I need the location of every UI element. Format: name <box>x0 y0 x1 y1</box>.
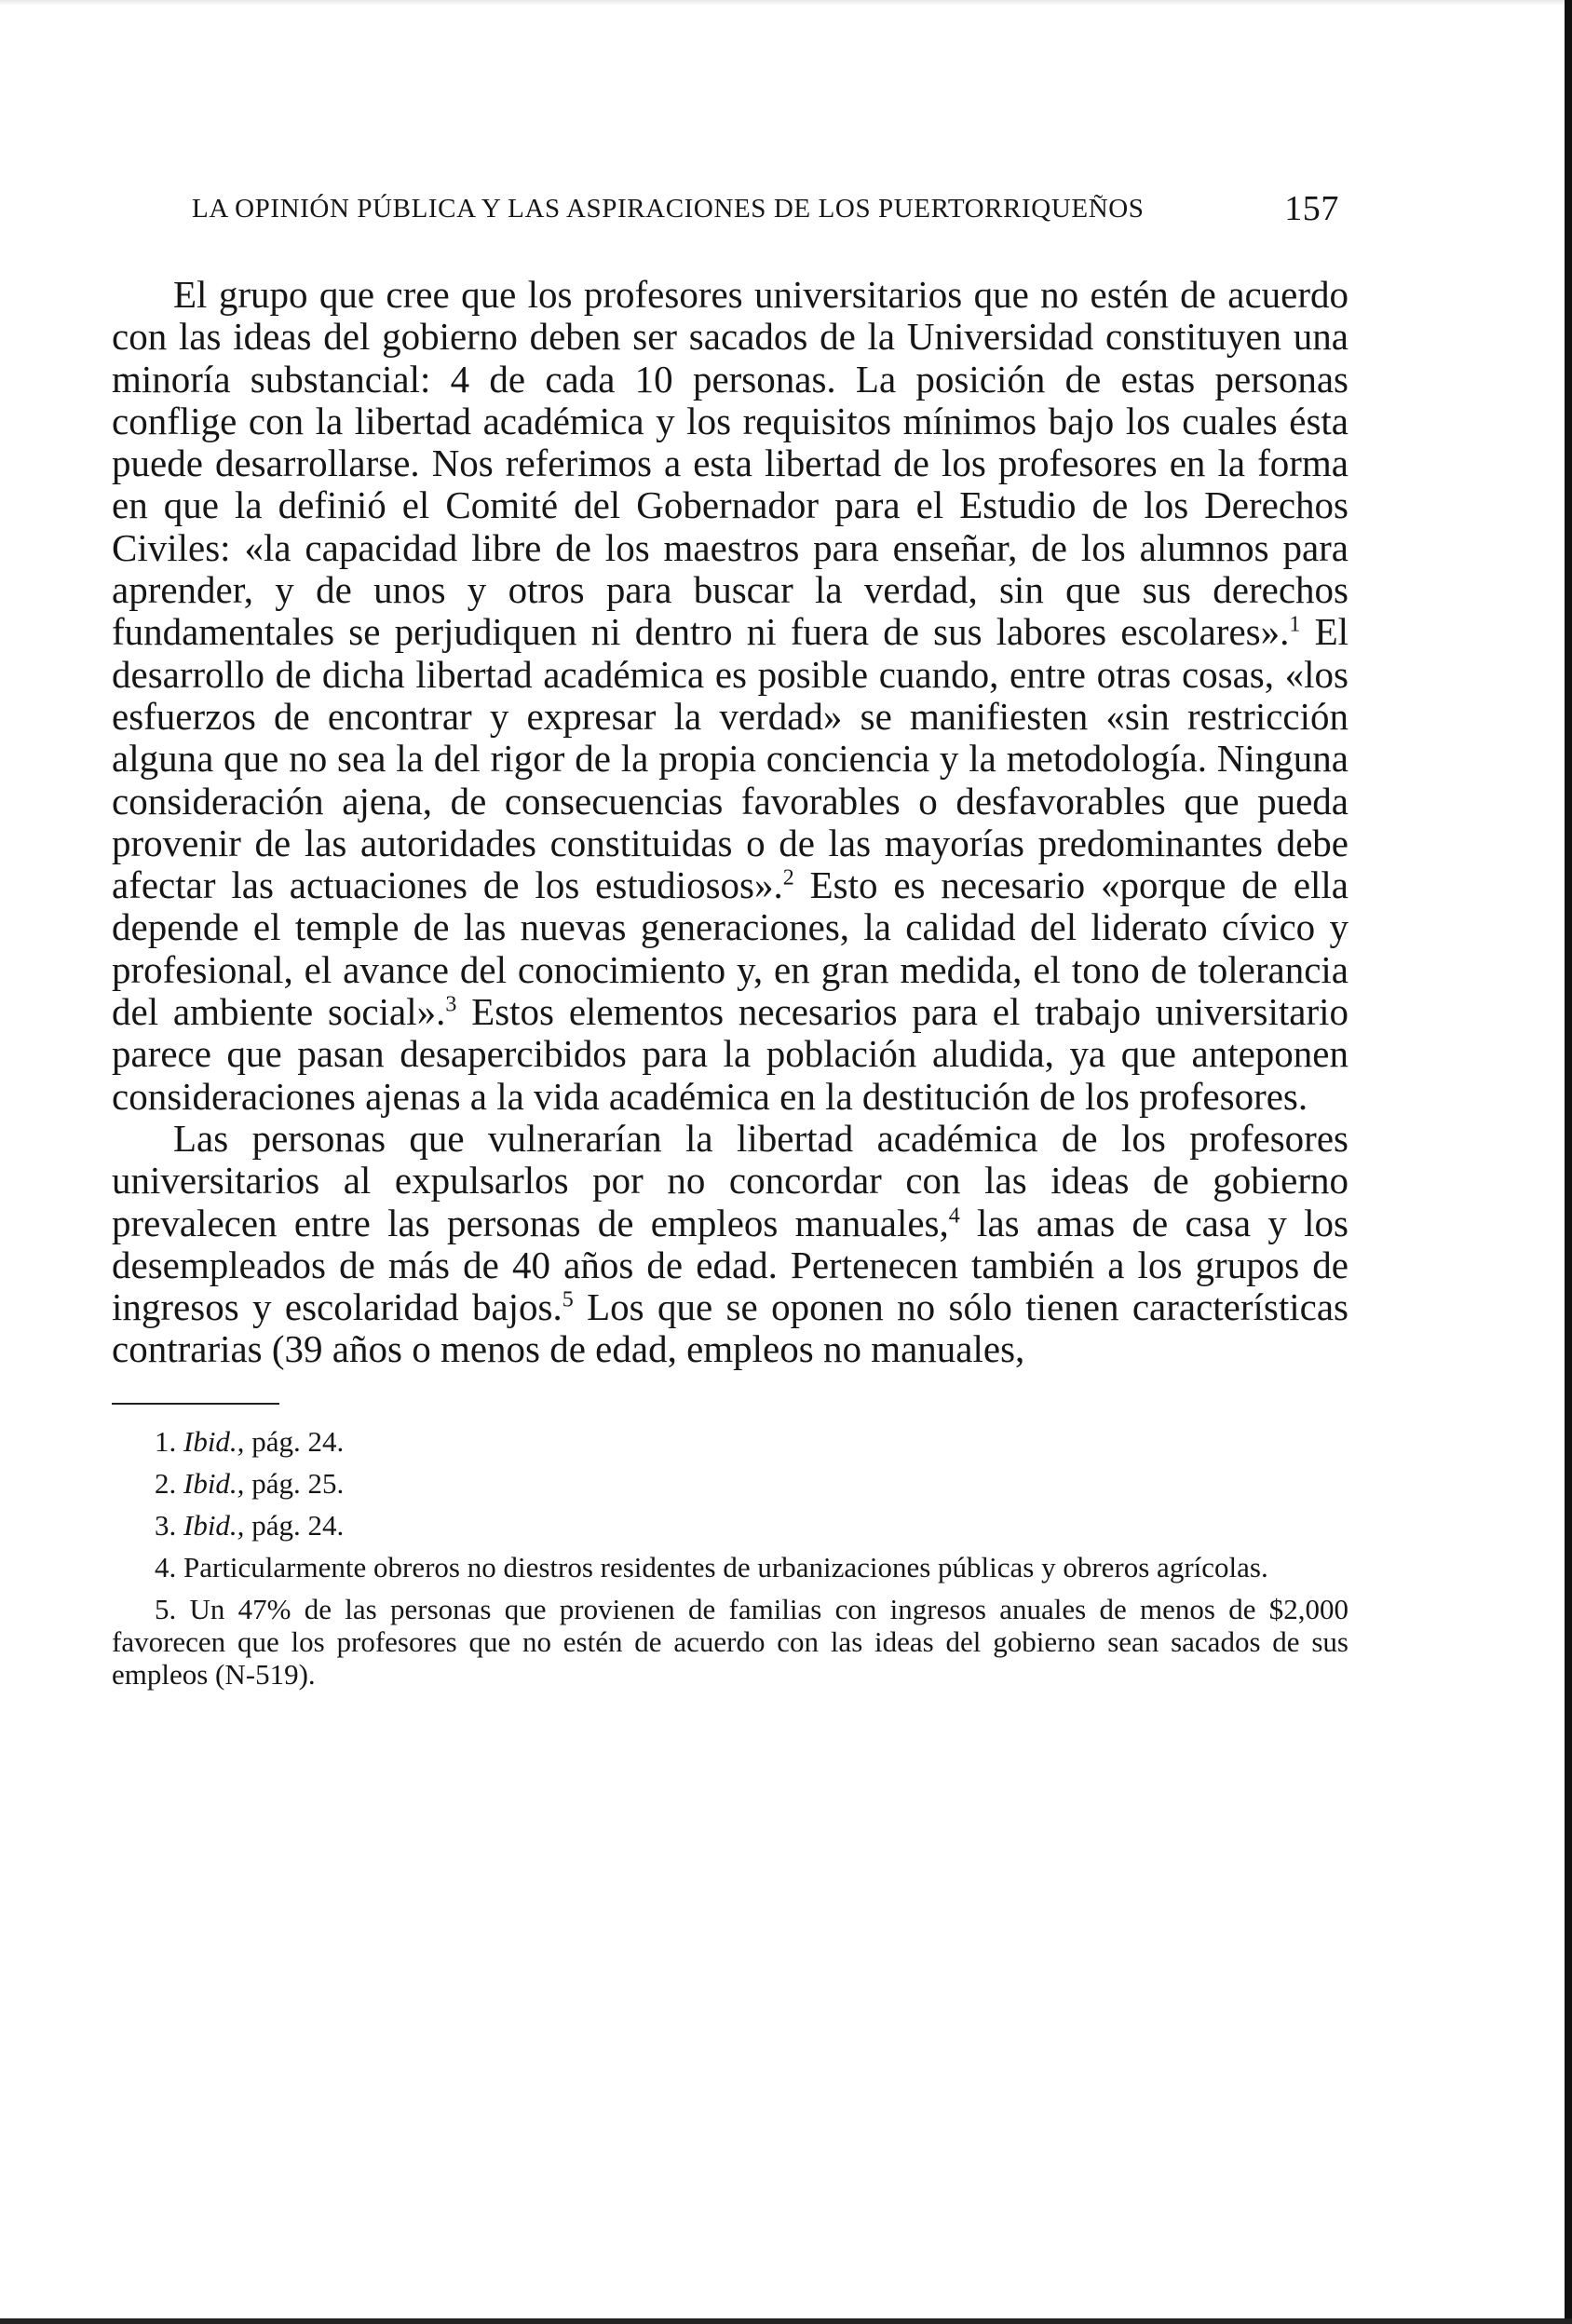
footnote-number: 1. <box>155 1424 177 1458</box>
footnote-ref-1: 1 <box>1289 612 1301 637</box>
footnote-text: pág. 25. <box>244 1466 345 1500</box>
footnotes <box>112 1425 1348 1691</box>
footnote-number: 4. <box>155 1550 177 1583</box>
footnote-4 <box>112 1551 1348 1583</box>
footnote-5 <box>112 1593 1348 1691</box>
paragraph-text: Las personas que vulnerarían la libertad académica de los profesores universitarios al expulsarlos por no concordar con las ideas de gobierno prevalecen entre las personas de empleos manuales, <box>112 1116 1348 1244</box>
footnote-3 <box>112 1509 1348 1542</box>
paragraph-text: Estos elementos necesarios para el trabajo universitario parece que pasan desapercibidos para la población aludida, ya que anteponen consideraciones ajenas a la vida académica en la destitución de los profesores. <box>112 990 1348 1118</box>
footnote-divider <box>112 1403 279 1405</box>
footnote-2 <box>112 1467 1348 1500</box>
footnote-number: 5. <box>155 1592 177 1625</box>
running-head <box>112 177 1348 233</box>
footnote-number: 2. <box>155 1466 177 1500</box>
paragraph-2 <box>112 1118 1348 1371</box>
footnote-number: 3. <box>155 1508 177 1542</box>
footnote-ref-3: 3 <box>445 992 457 1017</box>
footnote-ibid: Ibid., <box>183 1424 245 1458</box>
footnote-ref-4: 4 <box>948 1203 960 1228</box>
paragraph-text: El grupo que cree que los profesores universitarios que no estén de acuerdo con las ideas del gobierno deben ser sacados de la Universidad constituyen una minoría substancial: 4 de cada 10 personas. La posición de estas personas conflige con la libertad académica y los requisitos mínimos bajo los cuales ésta puede desarrollarse. Nos referimos a esta libertad de los profesores en la forma en que la definió el Comité del Gobernador para el Estudio de los Derechos Civiles: «la capacidad libre de los maestros para enseñar, de los alumnos para aprender, y de unos y otros para buscar la verdad, sin que sus derechos fundamentales se perjudiquen ni dentro ni fuera de sus labores escolares». <box>112 273 1348 654</box>
paragraph-text: las amas de casa y los desempleados de más de 40 años de edad. Pertenecen también a los grupos de ingresos y escolaridad bajos. <box>112 1201 1348 1329</box>
footnote-ref-2: 2 <box>782 865 794 890</box>
footnote-text: Particularmente obreros no diestros residentes de urbanizaciones públicas y obreros agrícolas. <box>176 1550 1268 1583</box>
footnote-ibid: Ibid., <box>183 1466 245 1500</box>
footnote-text: pág. 24. <box>244 1508 345 1542</box>
paragraph-text: El desarrollo de dicha libertad académica es posible cuando, entre otras cosas, «los esfuerzos de encontrar y expresar la verdad» se manifiesten «sin restricción alguna que no sea la del rigor de la propia conciencia y la metodología. Ninguna consideración ajena, de consecuencias favorables o desfavorables que pueda provenir de las autoridades constituidas o de las mayorías predominantes debe afectar las actuaciones de los estudiosos». <box>112 610 1349 907</box>
footnote-1 <box>112 1425 1348 1458</box>
paragraph-text: Esto es necesario «porque de ella depende el temple de las nuevas generaciones, la calidad del liderato cívico y profesional, el avance del conocimiento y, en gran medida, el tono de tolerancia del ambiente social». <box>112 863 1348 1034</box>
body-text <box>112 274 1348 1371</box>
footnote-ibid: Ibid., <box>183 1508 245 1542</box>
scan-edge-top <box>0 0 1572 6</box>
paragraph-text: Los que se oponen no sólo tienen características contrarias (39 años o menos de edad, empleos no manuales, <box>112 1285 1348 1371</box>
footnote-ref-5: 5 <box>562 1287 574 1312</box>
book-page <box>112 177 1348 1700</box>
footnote-text: Un 47% de las personas que provienen de familias con ingresos anuales de menos de $2,000 favorecen que los profesores que no estén de acuerdo con las ideas del gobierno sean sacados de sus empleos (N-519). <box>112 1592 1348 1691</box>
running-title: LA OPINIÓN PÚBLICA Y LAS ASPIRACIONES DE LOS PUERTORRIQUEÑOS <box>192 194 1145 224</box>
scan-edge-bottom <box>0 2318 1572 2324</box>
scan-edge-right <box>1565 0 1572 2324</box>
page-number: 157 <box>1284 189 1339 228</box>
paragraph-1 <box>112 274 1348 1118</box>
footnote-text: pág. 24. <box>244 1424 345 1458</box>
